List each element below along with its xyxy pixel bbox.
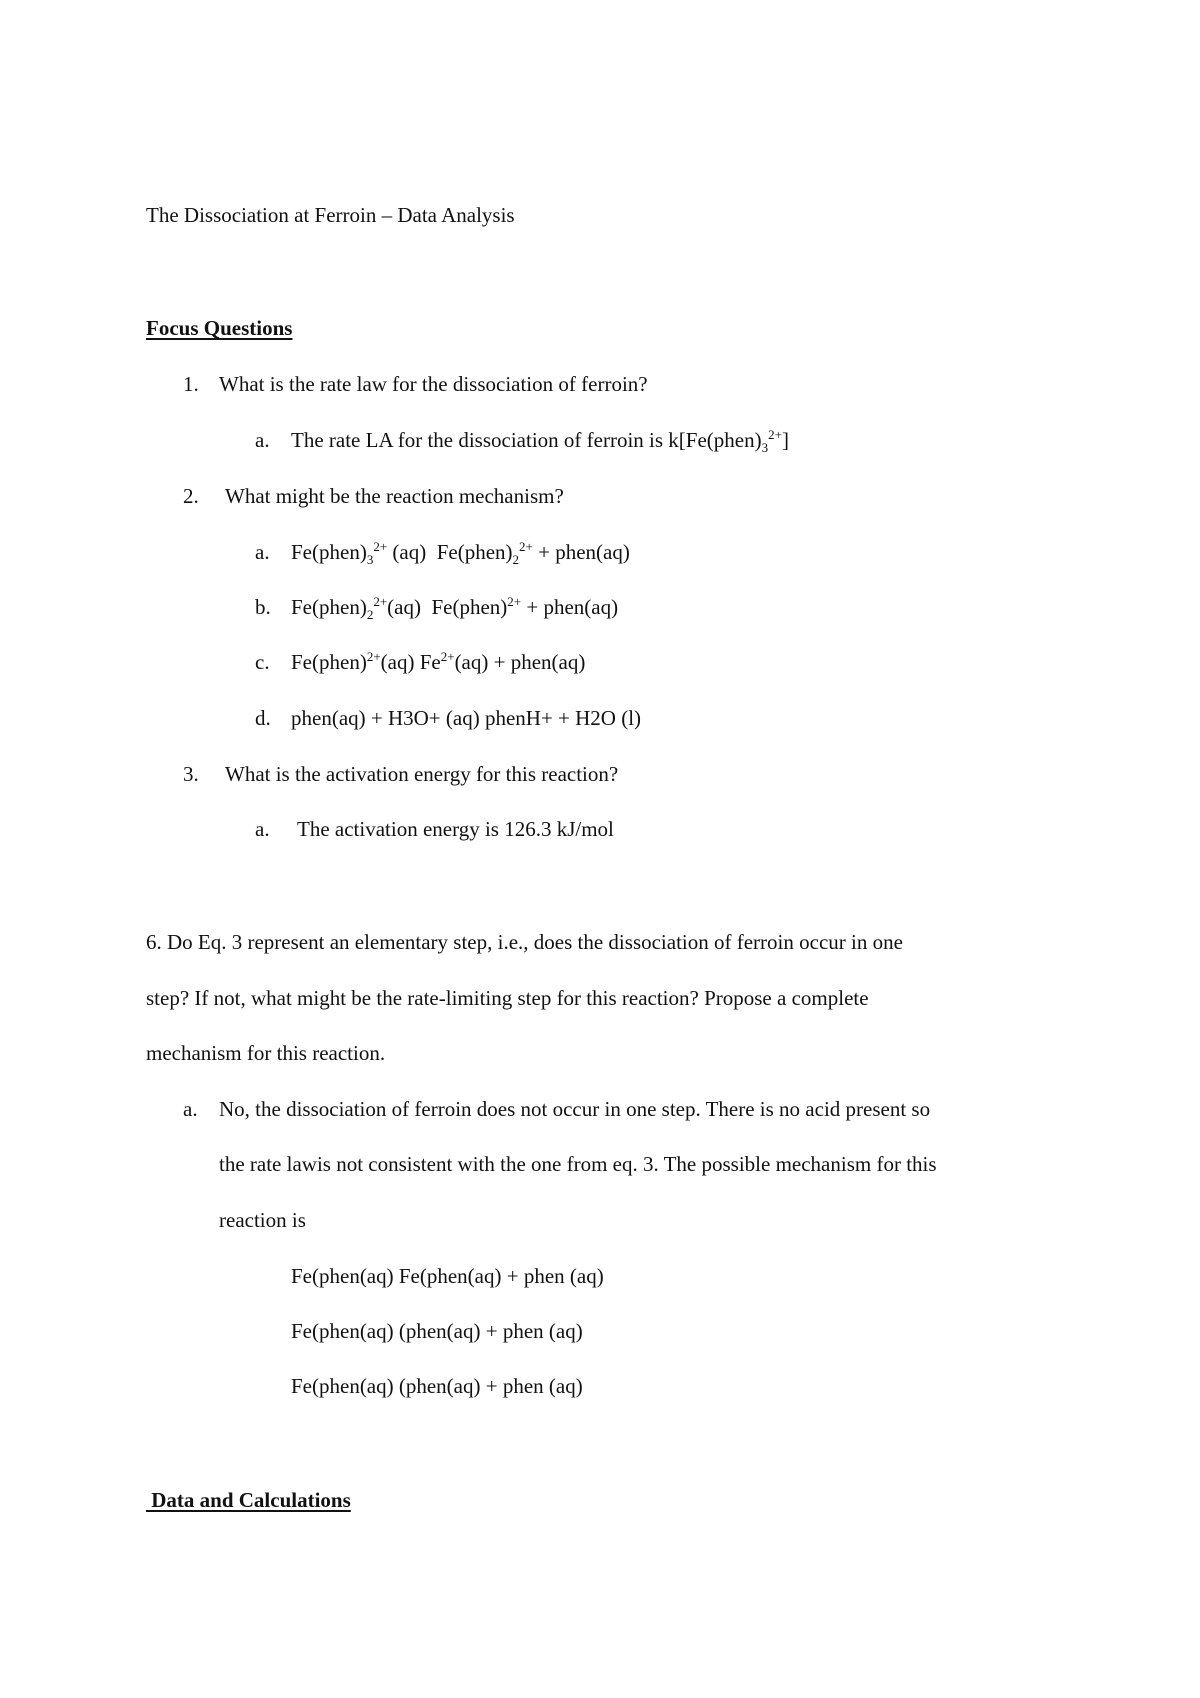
answer-3a-text: The activation energy is 126.3 kJ/mol	[297, 817, 614, 841]
answer-1a-letter: a.	[255, 428, 270, 452]
answer-6a-line-2: the rate lawis not consistent with the one from eq. 3. The possible mechanism for this	[219, 1152, 937, 1176]
question-3-text: What is the activation energy for this reaction?	[225, 762, 619, 786]
question-2-text: What might be the reaction mechanism?	[225, 484, 564, 508]
document-title: The Dissociation at Ferroin – Data Analysis	[146, 203, 515, 227]
question-1-number: 1.	[183, 372, 199, 396]
question-1-text: What is the rate law for the dissociation of ferroin?	[219, 372, 648, 396]
step-2a-equation: $Fe(phen)_3^{2+}$ (aq) $Fe(phen)_2^{2+}$ + phen(aq)	[291, 539, 630, 568]
mechanism-step-1: Fe(phen(aq) Fe(phen(aq) + phen (aq)	[291, 1264, 604, 1288]
question-6-line-2: step? If not, what might be the rate-limiting step for this reaction? Propose a complete	[146, 986, 869, 1010]
question-3-number: 3.	[183, 762, 199, 786]
mechanism-step-2: Fe(phen(aq) (phen(aq) + phen (aq)	[291, 1319, 583, 1343]
step-2c-letter: c.	[255, 650, 270, 674]
answer-6a-letter: a.	[183, 1097, 198, 1121]
step-2b-letter: b.	[255, 595, 271, 619]
step-2d-letter: d.	[255, 706, 271, 730]
mechanism-step-3: Fe(phen(aq) (phen(aq) + phen (aq)	[291, 1374, 583, 1398]
answer-6a-line-1: No, the dissociation of ferroin does not occur in one step. There is no acid present so	[219, 1097, 931, 1121]
question-2-number: 2.	[183, 484, 199, 508]
step-2c-equation: Fe(phen)$^{2+}$(aq) $Fe^{2+}(aq)$ + phen(aq)	[291, 649, 586, 674]
data-calculations-heading: Data and Calculations	[146, 1488, 351, 1512]
answer-1a-text: The rate LA for the dissociation of ferroin is $k[Fe(phen)_3^{2+}]$	[291, 427, 789, 456]
question-6-line-1: 6. Do Eq. 3 represent an elementary step, i.e., does the dissociation of ferroin occur in one	[146, 930, 903, 954]
step-2a-letter: a.	[255, 540, 270, 564]
step-2d-equation: phen(aq) + H3O+ (aq) phenH+ + H2O (l)	[291, 706, 642, 730]
focus-questions-heading: Focus Questions	[146, 316, 293, 340]
step-2b-equation: $Fe(phen)_2^{2+}(aq)$ Fe(phen)$^{2+}$ + phen(aq)	[291, 594, 619, 623]
answer-6a-line-3: reaction is	[219, 1208, 306, 1232]
answer-3a-letter: a.	[255, 817, 270, 841]
question-6-line-3: mechanism for this reaction.	[146, 1041, 386, 1065]
